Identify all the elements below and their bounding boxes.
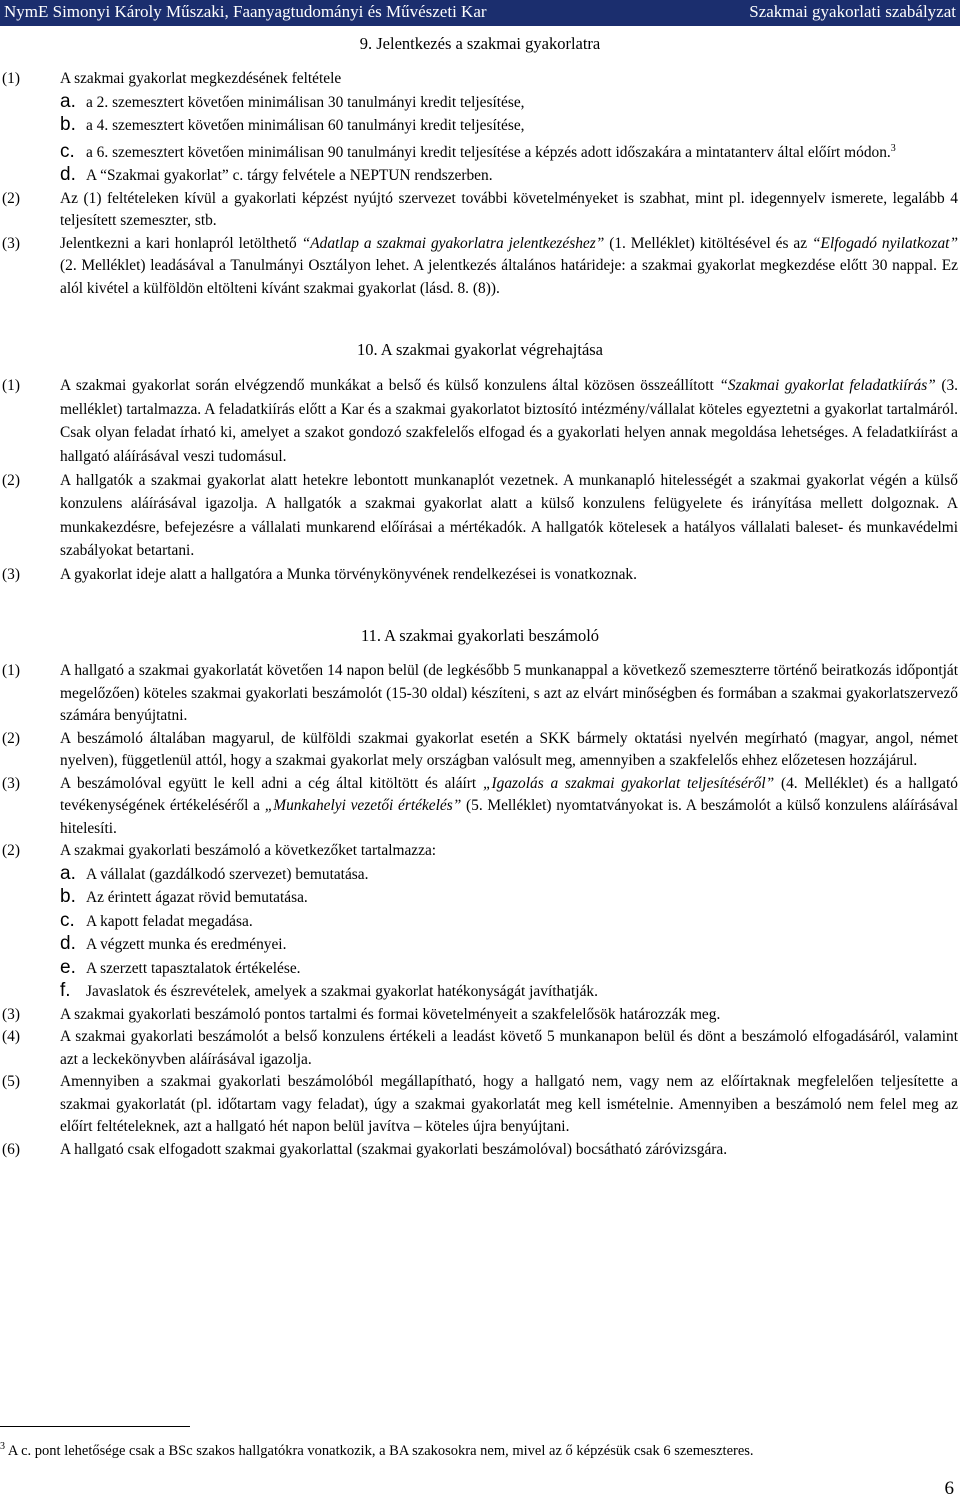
s11-paragraph-3: [0, 773, 960, 841]
s11-paragraph-6: [0, 1026, 960, 1071]
s11-paragraph-1: [0, 660, 960, 728]
paragraph-number: (1): [2, 377, 20, 395]
paragraph-number: (2): [2, 729, 20, 747]
section-11-title: 11. A szakmai gyakorlati beszámoló: [360, 626, 600, 646]
s9-paragraph-3: [0, 233, 960, 301]
item-text: Javaslatok és észrevételek, amelyek a szakmai gyakorlat hatékonyságát javíthatják.: [86, 983, 598, 1001]
item-text: A kapott feladat megadása.: [86, 912, 253, 930]
header-document-title: Szakmai gyakorlati szabályzat: [749, 2, 956, 21]
page-body: [0, 34, 960, 1161]
page-number: 6: [944, 1478, 954, 1499]
paragraph-text: A szakmai gyakorlat megkezdésének feltétele: [60, 70, 342, 87]
list-item: [60, 910, 960, 934]
paragraph-text: [60, 773, 960, 841]
form-title-vezetoi-ertekeles: „Munkahelyi vezetői értékelés”: [264, 797, 462, 815]
paragraph-number: (1): [2, 70, 20, 87]
paragraph-text: [60, 374, 960, 468]
paragraph-text: A szakmai gyakorlati beszámoló pontos tartalmi és formai követelményeit a szakfelelősök határozzák meg.: [60, 1005, 721, 1023]
s9-item-a: [0, 91, 960, 115]
running-header: [0, 0, 960, 26]
s11-paragraph-7: [0, 1071, 960, 1139]
item-letter: b.: [60, 886, 76, 908]
item-letter: b.: [60, 114, 76, 135]
s11-content-list: [0, 863, 960, 1004]
footnote-mark: 3: [0, 1441, 5, 1452]
item-text: Az érintett ágazat rövid bemutatása.: [86, 889, 308, 907]
paragraph-number: (6): [2, 1140, 20, 1158]
s11-paragraph-5: [0, 1004, 960, 1027]
text-run: A beszámolóval együtt le kell adni a cég által kitöltött és aláírt: [60, 774, 483, 792]
text-run: A szakmai gyakorlat során elvégzendő munkákat a belső és külső konzulens által közösen összeállított: [60, 377, 720, 395]
list-item: [60, 886, 960, 910]
paragraph-number: (4): [2, 1028, 20, 1046]
text-run: (4. Melléklet) és a hallgató tevékenységének értékeléséről a: [60, 774, 958, 815]
paragraph-text: Az (1) feltételeken kívül a gyakorlati képzést nyújtó szervezet további követelményeket is szabhat, mint pl. idegennyelv ismerete, legalább 4 teljesített szemeszter, stb.: [60, 189, 958, 230]
item-letter: c.: [60, 909, 75, 931]
s11-paragraph-2: [0, 728, 960, 773]
item-letter: a.: [60, 862, 76, 884]
item-letter: c.: [60, 140, 75, 162]
item-letter: d.: [60, 164, 76, 186]
s9-item-d: [0, 164, 960, 188]
paragraph-text: [60, 233, 960, 301]
paragraph-text: A hallgató a szakmai gyakorlatát követően 14 napon belül (de legkésőbb 5 munkanappal a következő szemeszterre történő beiratkozás időpontját megelőzően) köteles szakmai gyakorlati beszámolót (15-30 oldal) készíteni, s azt az elvárt minőségben és formában a szakmai gyakorlatszervező számára benyújtatni.: [60, 662, 958, 725]
text-run: (5. Melléklet) nyomtatványokat is. A beszámolót a külső konzulens aláírásával hitelesíti.: [60, 797, 958, 837]
paragraph-text: A gyakorlat ideje alatt a hallgatóra a Munka törvénykönyvének rendelkezései is vonatkoznak.: [60, 565, 637, 583]
list-item: [60, 933, 960, 957]
list-item: [60, 980, 960, 1004]
item-text: A végzett munka és eredményei.: [86, 936, 287, 954]
footnote-reference: 3: [890, 142, 896, 154]
text-run: (3. melléklet) tartalmazza. A feladatkiírás előtt a Kar és a szakmai gyakorlatot biztosító intézmény/vállalat köteles egyeztetni a gyakorlat tartalmáról. Csak olyan feladat írható ki, amelyet a szakot gondozó szakfelelős elfogad és a gyakorlati helyen annak megoldása lehetséges. A feladatkiírást a hallgató aláírásával veszi tudomásul.: [60, 377, 958, 465]
s10-paragraph-2: [0, 469, 960, 563]
s9-item-b: [0, 114, 960, 138]
text-run: (2. Melléklet) leadásával a Tanulmányi Osztályon lehet. A jelentkezés általános határideje: a szakmai gyakorlat megkezdése előtt 30 nappal. Ez alól kivétel a külföldön eltölteni kívánt szakmai gyakorlat (lásd. 8. (8)).: [60, 257, 958, 297]
paragraph-text: A hallgatók a szakmai gyakorlat alatt hetekre lebontott munkanaplót vezetnek. A munkanapló hitelességét a szakmai gyakorlat végén a külső konzulens aláírásával igazolja. A hallgatók a szakmai gyakorlat alatt a külső konzulens felügyelete és irányítása mellett dolgoznak. A munkakezdésre, befejezésre a vállalati munkarend előírásai a mértékadók. A hallgatók kötelesek a hatályos vállalati baleset- és munkavédelmi szabályokat betartani.: [60, 471, 958, 560]
paragraph-text: A beszámoló általában magyarul, de külföldi szakmai gyakorlat esetén a SKK bármely oktatási nyelvén megírható (magyar, angol, német nyelven), függetlenül attól, hogy a szakmai gyakorlat mely országban valósult meg, amennyiben a szakfelelős ehhez előzetesen hozzájárul.: [60, 729, 958, 770]
item-c-text: a 6. szemesztert követően minimálisan 90 tanulmányi kredit teljesítése a képzés adott időszakára a mintatanterv által előírt módon.: [86, 143, 891, 161]
form-title-feladatkiiras: “Szakmai gyakorlat feladatkiírás”: [719, 377, 936, 395]
item-text: A szerzett tapasztalatok értékelése.: [86, 959, 301, 977]
s9-item-c: [0, 138, 960, 165]
text-run: (1. Melléklet) kitöltésével és az: [604, 234, 812, 252]
paragraph-text: A hallgató csak elfogadott szakmai gyakorlattal (szakmai gyakorlati beszámolóval) bocsátható záróvizsgára.: [60, 1140, 728, 1158]
text-run: Jelentkezni a kari honlapról letölthető: [60, 234, 302, 252]
paragraph-text: Amennyiben a szakmai gyakorlati beszámolóból megállapítható, hogy a hallgató nem, vagy nem az előírtaknak megfelelően teljesítette a szakmai gyakorlatát (pl. időtartam vagy feladat), úgy a szakmai gyakorlatát meg kell ismételnie. Amennyiben a beszámoló nem felel meg az előírt feltételeknek, azt a hallgató hét napon belül javítva – köteles újra benyújtani.: [60, 1073, 958, 1136]
s9-paragraph-1: [0, 68, 960, 91]
s10-paragraph-1: [0, 374, 960, 468]
paragraph-text: A szakmai gyakorlati beszámolót a belső konzulens értékeli a leadást követő 5 munkanapon belül és dönt a beszámoló elfogadásáról, valamint azt a leckekönyvben aláírásával igazolja.: [60, 1028, 958, 1068]
item-letter: d.: [60, 933, 76, 955]
section-10-title: 10. A szakmai gyakorlat végrehajtása: [356, 340, 604, 360]
section-9-title: 9. Jelentkezés a szakmai gyakorlatra: [359, 34, 601, 53]
form-title-adatlap: “Adatlap a szakmai gyakorlatra jelentkezéshez”: [301, 234, 605, 252]
form-title-elfogado: “Elfogadó nyilatkozat”: [812, 234, 958, 252]
item-letter: f.: [60, 980, 71, 1002]
list-item: [60, 957, 960, 981]
s11-paragraph-4: [0, 840, 960, 863]
footnote: [0, 1436, 940, 1462]
item-text: [86, 138, 960, 165]
paragraph-number: (3): [2, 1005, 20, 1023]
s11-paragraph-8: [0, 1139, 960, 1162]
paragraph-number: (2): [2, 842, 20, 860]
paragraph-number: (5): [2, 1073, 20, 1091]
paragraph-number: (2): [2, 189, 20, 207]
item-text: A vállalat (gazdálkodó szervezet) bemutatása.: [86, 865, 369, 883]
paragraph-text: A szakmai gyakorlati beszámoló a következőket tartalmazza:: [60, 842, 437, 860]
item-text: a 4. szemesztert követően minimálisan 60 tanulmányi kredit teljesítése,: [86, 117, 525, 134]
s10-paragraph-3: [0, 563, 960, 587]
paragraph-number: (1): [2, 662, 20, 680]
item-text: a 2. szemesztert követően minimálisan 30 tanulmányi kredit teljesítése,: [86, 93, 525, 111]
paragraph-number: (3): [2, 234, 20, 252]
form-title-igazolas: „Igazolás a szakmai gyakorlat teljesítéséről”: [482, 774, 775, 792]
footnote-text: A c. pont lehetősége csak a BSc szakos hallgatókra vonatkozik, a BA szakosokra nem, mivel az ő képzésük csak 6 szemeszteres.: [5, 1442, 754, 1459]
item-letter: a.: [60, 90, 76, 112]
item-text: A “Szakmai gyakorlat” c. tárgy felvétele a NEPTUN rendszerben.: [86, 167, 493, 185]
item-letter: e.: [60, 956, 76, 978]
s9-paragraph-2: [0, 188, 960, 233]
footnote-separator: [0, 1426, 190, 1427]
paragraph-number: (2): [2, 471, 20, 489]
paragraph-number: (3): [2, 565, 20, 583]
paragraph-number: (3): [2, 774, 20, 792]
header-institution: NymE Simonyi Károly Műszaki, Faanyagtudományi és Művészeti Kar: [4, 2, 487, 21]
list-item: [60, 863, 960, 887]
